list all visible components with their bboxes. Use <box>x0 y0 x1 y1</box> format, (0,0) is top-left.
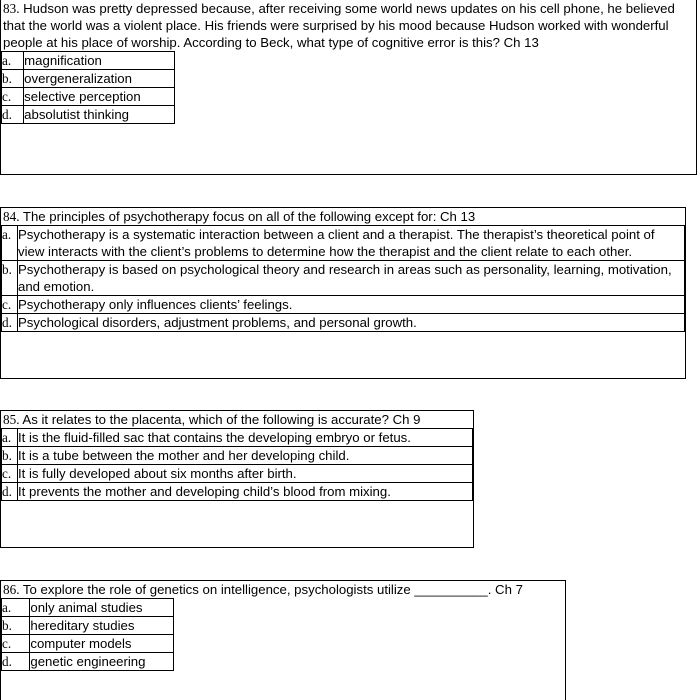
option-letter: b. <box>2 261 18 296</box>
question-number: 83. <box>3 1 20 16</box>
answer-option-a[interactable] <box>2 226 685 261</box>
answer-option-b[interactable] <box>2 261 685 296</box>
option-letter: c. <box>2 88 24 106</box>
question-text: Hudson was pretty depressed because, after receiving some world news updates on his cell phone, he believed that the world was a violent place. His friends were surprised by his mood because Hudson worked with wonderful people at his place of worship. According to Beck, what type of cognitive error is this? Ch 13 <box>3 1 675 50</box>
option-letter: b. <box>2 617 30 635</box>
option-text: hereditary studies <box>30 617 174 635</box>
answer-option-d[interactable] <box>2 653 174 671</box>
option-text: only animal studies <box>30 599 174 617</box>
option-text: Psychotherapy only influences clients’ feelings. <box>18 296 685 314</box>
question-86 <box>0 580 566 700</box>
question-83 <box>0 0 697 175</box>
option-letter: d. <box>2 314 18 332</box>
answer-option-b[interactable] <box>2 70 175 88</box>
option-letter: d. <box>2 653 30 671</box>
option-text: It prevents the mother and developing child’s blood from mixing. <box>18 483 473 501</box>
question-stem <box>1 208 685 225</box>
answer-option-c[interactable] <box>2 635 174 653</box>
option-letter: a. <box>2 599 30 617</box>
option-text: computer models <box>30 635 174 653</box>
question-stem <box>1 411 473 428</box>
option-letter: c. <box>2 465 18 483</box>
option-letter: d. <box>2 106 24 124</box>
option-letter: a. <box>2 429 18 447</box>
question-number: 84. <box>3 209 20 224</box>
question-84 <box>0 207 686 379</box>
option-text: It is fully developed about six months after birth. <box>18 465 473 483</box>
question-text: As it relates to the placenta, which of the following is accurate? Ch 9 <box>22 412 421 427</box>
answer-option-a[interactable] <box>2 599 174 617</box>
answer-option-c[interactable] <box>2 88 175 106</box>
question-number: 85. <box>3 412 20 427</box>
option-letter: b. <box>2 70 24 88</box>
option-letter: c. <box>2 296 18 314</box>
answer-options <box>1 51 175 124</box>
question-text: To explore the role of genetics on intelligence, psychologists utilize __________. Ch 7 <box>22 582 523 597</box>
answer-options <box>1 428 473 501</box>
option-text: It is the fluid-filled sac that contains the developing embryo or fetus. <box>18 429 473 447</box>
answer-option-d[interactable] <box>2 483 473 501</box>
option-text: genetic engineering <box>30 653 174 671</box>
answer-option-d[interactable] <box>2 106 175 124</box>
answer-option-a[interactable] <box>2 52 175 70</box>
question-stem <box>1 0 696 51</box>
option-letter: c. <box>2 635 30 653</box>
answer-options <box>1 225 685 332</box>
option-text: Psychological disorders, adjustment problems, and personal growth. <box>18 314 685 332</box>
option-letter: b. <box>2 447 18 465</box>
option-text: magnification <box>24 52 175 70</box>
question-number: 86. <box>3 582 20 597</box>
option-letter: a. <box>2 52 24 70</box>
answer-option-a[interactable] <box>2 429 473 447</box>
answer-option-c[interactable] <box>2 296 685 314</box>
option-text: absolutist thinking <box>24 106 175 124</box>
answer-options <box>1 598 174 671</box>
question-85 <box>0 410 474 548</box>
question-stem <box>1 581 565 598</box>
option-letter: d. <box>2 483 18 501</box>
answer-option-b[interactable] <box>2 447 473 465</box>
option-letter: a. <box>2 226 18 261</box>
option-text: Psychotherapy is based on psychological theory and research in areas such as personality, learning, motivation, and emotion. <box>18 261 685 296</box>
answer-option-d[interactable] <box>2 314 685 332</box>
option-text: overgeneralization <box>24 70 175 88</box>
option-text: It is a tube between the mother and her developing child. <box>18 447 473 465</box>
option-text: Psychotherapy is a systematic interaction between a client and a therapist. The therapist’s theoretical point of view interacts with the client’s problems to determine how the therapist and the client relate to each other. <box>18 226 685 261</box>
question-text: The principles of psychotherapy focus on all of the following except for: Ch 13 <box>22 209 476 224</box>
option-text: selective perception <box>24 88 175 106</box>
answer-option-c[interactable] <box>2 465 473 483</box>
answer-option-b[interactable] <box>2 617 174 635</box>
